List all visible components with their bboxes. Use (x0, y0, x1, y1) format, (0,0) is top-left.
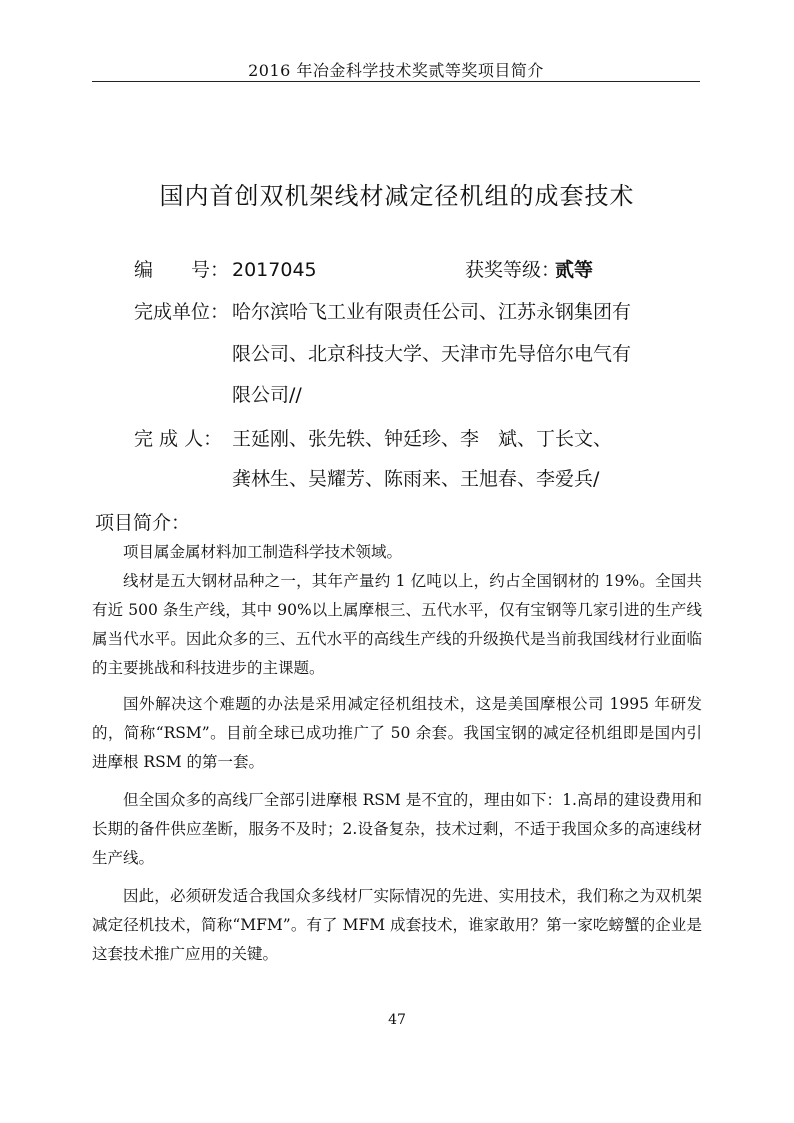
units-label: 完成单位： (134, 301, 230, 323)
people-line: 龚林生、吴耀芳、陈雨来、王旭春、李爱兵/ (232, 468, 600, 490)
running-header: 2016 年冶金科学技术奖贰等奖项目简介 (248, 61, 544, 80)
intro-paragraph: 因此，必须研发适合我国众多线材厂实际情况的先进、实用技术，我们称之为双机架减定径机技术，简称“MFM”。有了 MFM 成套技术，谁家敢用？第一家吃螃蟹的企业是这套技术推广应用的关键。 (92, 887, 702, 963)
document-title: 国内首创双机架线材减定径机组的成套技术 (159, 182, 635, 210)
units-line: 哈尔滨哈飞工业有限责任公司、江苏永钢集团有 (232, 301, 632, 323)
page-number: 47 (388, 1012, 406, 1028)
intro-paragraph: 项目属金属材料加工制造科学技术领域。 (123, 543, 403, 561)
number-label: 编 号： (134, 259, 230, 281)
award-label: 获奖等级： (465, 259, 561, 281)
intro-paragraph: 国外解决这个难题的办法是采用减定径机组技术，这是美国摩根公司 1995 年研发的，简称“RSM”。目前全球已成功推广了 50 余套。我国宝钢的减定径机组即是国内引进摩根 RSM 的第一套。 (92, 695, 702, 771)
people-line: 王延刚、张先轶、钟廷珍、李 斌、丁长文、 (232, 428, 613, 450)
number-value: 2017045 (232, 259, 317, 281)
people-label: 完 成 人： (134, 428, 223, 450)
award-value: 贰等 (555, 259, 594, 281)
intro-paragraph: 但全国众多的高线厂全部引进摩根 RSM 是不宜的，理由如下：1.高昂的建设费用和长期的备件供应垄断，服务不及时；2.设备复杂，技术过剩，不适于我国众多的高速线材生产线。 (92, 791, 702, 867)
header-rule (92, 81, 700, 82)
units-line: 限公司、北京科技大学、天津市先导倍尔电气有 (232, 343, 632, 365)
units-line: 限公司// (232, 384, 302, 406)
intro-heading: 项目简介： (95, 512, 191, 534)
intro-paragraph: 线材是五大钢材品种之一，其年产量约 1 亿吨以上，约占全国钢材的 19%。全国共有近 500 条生产线，其中 90%以上属摩根三、五代水平，仅有宝钢等几家引进的生产线属当代水平。因此众多的三、五代水平的高线生产线的升级换代是当前我国线材行业面临的主要挑战和科技进步的主课题。 (92, 572, 702, 677)
